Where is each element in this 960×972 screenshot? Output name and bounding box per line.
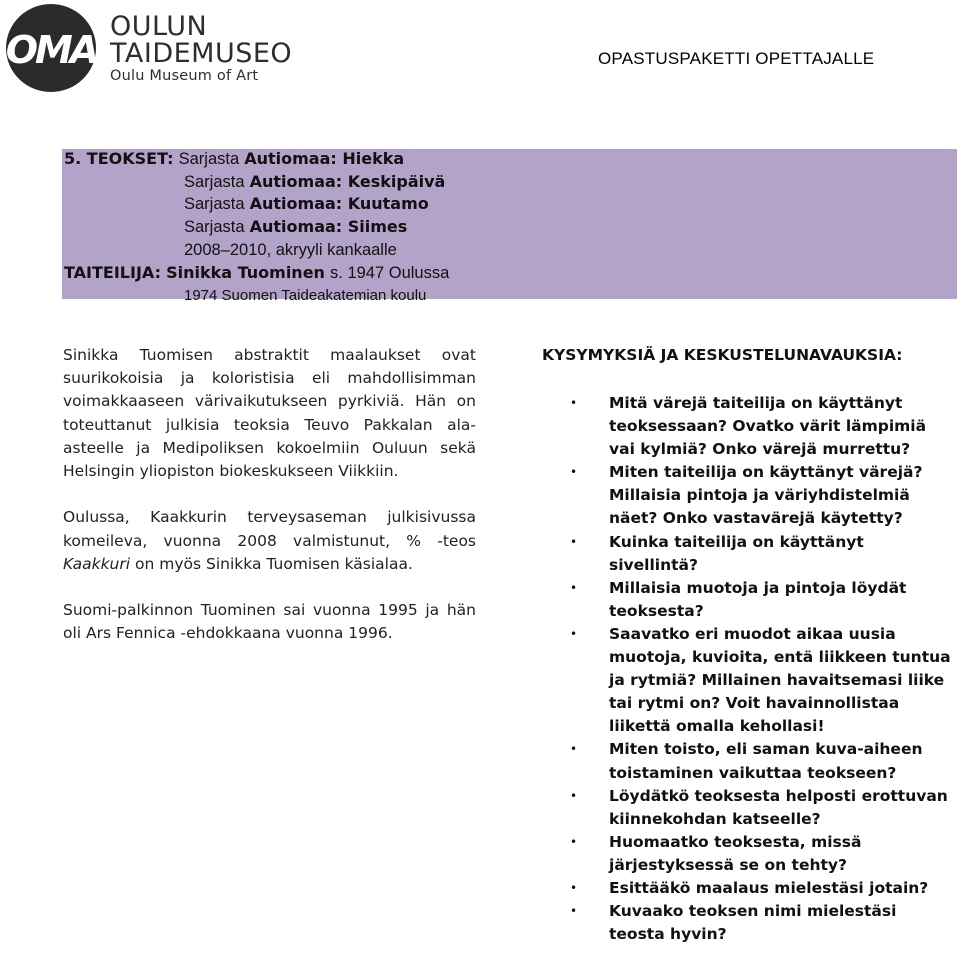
list-item — [567, 785, 957, 831]
works-label: 5. TEOKSET: — [64, 149, 174, 168]
bullet-icon: • — [570, 626, 578, 641]
question-text: Kuvaako teoksen nimi mielestäsi teosta hyvin? — [609, 902, 897, 944]
paragraph-1: Sinikka Tuomisen abstraktit maalaukset ovat suurikokoisia ja koloristisia eli mahdollisimman voimakkaaseen värivaikutukseen pyrkiviä. Hän on toteuttanut julkisia teoksia Teuvo Pakkalan ala-asteelle ja Medipoliksen kokoelmiin Ouluun sekä Helsingin yliopiston biokeskukseen Viikkiin. — [63, 346, 476, 481]
question-text: Löydätkö teoksesta helposti erottuvan kiinnekohdan katseelle? — [609, 786, 948, 828]
questions-heading: KYSYMYKSIÄ JA KESKUSTELUNAVAUKSIA: — [542, 346, 903, 364]
logo-text-taidemuseo: TAIDEMUSEO — [110, 38, 293, 69]
bullet-icon: • — [570, 534, 578, 549]
logo-text-english: Oulu Museum of Art — [110, 68, 259, 84]
works-row-1 — [64, 148, 404, 170]
document-title: OPASTUSPAKETTI OPETTAJALLE — [598, 49, 875, 68]
list-item — [567, 461, 957, 530]
artist-name: Sinikka Tuominen — [166, 263, 325, 282]
works-row-2 — [184, 171, 445, 193]
artist-label: TAITEILIJA: — [64, 263, 161, 282]
list-item — [567, 900, 957, 946]
artwork-name-italic: Kaakkuri — [63, 554, 131, 573]
series-word: Sarjasta — [178, 150, 240, 168]
paragraph-3: Suomi-palkinnon Tuominen sai vuonna 1995 ja hän oli Ars Fennica -ehdokkaana vuonna 1996. — [63, 601, 476, 643]
bullet-icon: • — [570, 465, 578, 480]
list-item — [567, 877, 957, 900]
list-item — [567, 392, 957, 461]
svg-text:OMA: OMA — [5, 28, 97, 72]
bullet-icon: • — [570, 788, 578, 803]
work-title: Autiomaa: Siimes — [249, 217, 408, 236]
list-item — [567, 623, 957, 738]
artist-school: 1974 Suomen Taideakatemian koulu — [184, 287, 427, 304]
artist-school-row — [184, 284, 426, 307]
artist-row — [64, 262, 449, 284]
bullet-icon: • — [570, 880, 578, 895]
paragraph-2-start: Oulussa, Kaakkurin terveysaseman julkisivussa komeileva, vuonna 2008 valmistunut, % -teos — [63, 508, 476, 550]
bullet-icon: • — [570, 396, 578, 410]
work-title: Autiomaa: Keskipäivä — [249, 172, 446, 191]
question-text: Miten toisto, eli saman kuva-aiheen toistaminen vaikuttaa teokseen? — [609, 740, 923, 782]
question-text: Miten taiteilija on käyttänyt värejä? Millaisia pintoja ja väriyhdistelmiä näet? Onko vastavärejä käytetty? — [609, 463, 923, 528]
work-title: Autiomaa: Hiekka — [244, 149, 405, 168]
questions-list — [567, 392, 957, 946]
paragraph-2-end: on myös Sinikka Tuomisen käsialaa. — [130, 554, 413, 573]
work-title: Autiomaa: Kuutamo — [249, 194, 429, 213]
bullet-icon: • — [570, 742, 578, 757]
bullet-icon: • — [570, 580, 578, 595]
bullet-icon: • — [570, 904, 578, 919]
list-item — [567, 577, 957, 623]
artist-born: s. 1947 Oulussa — [330, 264, 450, 282]
paragraph-2 — [63, 506, 476, 576]
technique: 2008–2010, akryyli kankaalle — [184, 241, 397, 259]
technique-row — [184, 239, 397, 261]
question-text: Huomaatko teoksesta, missä järjestyksessä se on tehty? — [609, 832, 862, 874]
question-text: Kuinka taiteilija on käyttänyt sivellintä? — [609, 532, 864, 574]
works-row-4 — [184, 216, 407, 238]
works-row-3 — [184, 193, 429, 215]
series-word: Sarjasta — [184, 173, 245, 191]
list-item — [567, 738, 957, 784]
question-text: Mitä värejä taiteilija on käyttänyt teoksessaan? Ovatko värit lämpimiä vai kylmiä? Onko värejä murrettu? — [609, 394, 927, 459]
list-item — [567, 831, 957, 877]
artist-description — [63, 344, 476, 669]
series-word: Sarjasta — [184, 218, 245, 236]
bullet-icon: • — [570, 834, 578, 849]
oma-logo-icon — [4, 2, 100, 94]
series-word: Sarjasta — [184, 195, 245, 213]
question-text: Esittääkö maalaus mielestäsi jotain? — [609, 878, 929, 897]
list-item — [567, 531, 957, 577]
question-text: Saavatko eri muodot aikaa uusia muotoja, kuvioita, entä liikkeen tuntua ja rytmiä? Millainen havaitsemasi liike tai rytmi on? Voit havainnollistaa liikettä omalla kehollasi! — [609, 624, 951, 736]
logo-text-oulun: OULUN — [110, 11, 208, 42]
museum-logo — [4, 2, 304, 94]
question-text: Millaisia muotoja ja pintoja löydät teoksesta? — [609, 578, 907, 620]
